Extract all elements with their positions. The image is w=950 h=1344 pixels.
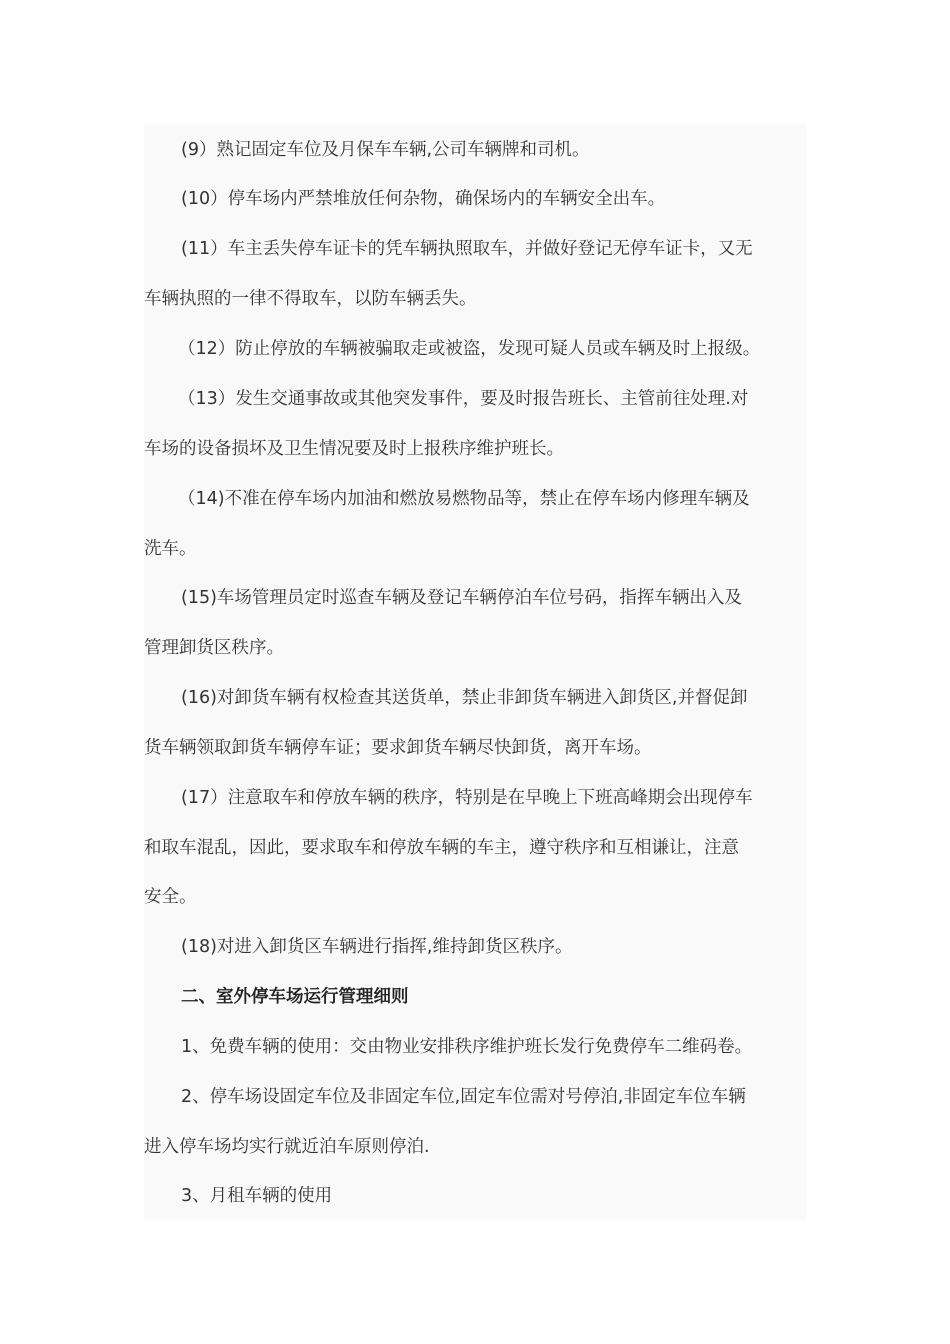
text-line: （13）发生交通事故或其他突发事件，要及时报告班长、主管前往处理.对 [178,389,749,409]
text-line: 安全。 [144,887,197,907]
text-line: 洗车。 [144,539,197,559]
document-content [144,124,806,1220]
text-line: 车场的设备损坏及卫生情况要及时上报秩序维护班长。 [144,439,564,459]
text-line: 2、停车场设固定车位及非固定车位,固定车位需对号停泊,非固定车位车辆 [181,1087,746,1107]
text-line: 1、免费车辆的使用：交由物业安排秩序维护班长发行免费停车二维码卷。 [181,1037,753,1057]
text-line: （12）防止停放的车辆被骗取走或被盗，发现可疑人员或车辆及时上报级。 [178,339,761,359]
text-line: （14)不准在停车场内加油和燃放易燃物品等，禁止在停车场内修理车辆及 [178,489,750,509]
text-line: (18)对进入卸货区车辆进行指挥,维持卸货区秩序。 [181,937,573,957]
text-line: (10）停车场内严禁堆放任何杂物，确保场内的车辆安全出车。 [181,189,666,209]
text-line: (16)对卸货车辆有权检查其送货单，禁止非卸货车辆进入卸货区,并督促卸 [181,688,748,708]
text-line: 和取车混乱，因此，要求取车和停放车辆的车主，遵守秩序和互相谦让，注意 [144,838,739,858]
text-line: 货车辆领取卸货车辆停车证；要求卸货车辆尽快卸货，离开车场。 [144,738,652,758]
text-line: 3、月租车辆的使用 [181,1186,333,1206]
text-line: (15)车场管理员定时巡查车辆及登记车辆停泊车位号码，指挥车辆出入及 [181,588,742,608]
text-line: (9）熟记固定车位及月保车车辆,公司车辆牌和司机。 [181,140,590,160]
text-line: (11）车主丢失停车证卡的凭车辆执照取车，并做好登记无停车证卡，又无 [181,239,753,259]
section-heading: 二、室外停车场运行管理细则 [181,987,409,1007]
text-line: (17）注意取车和停放车辆的秩序，特别是在早晚上下班高峰期会出现停车 [181,788,753,808]
text-line: 管理卸货区秩序。 [144,638,284,658]
text-line: 进入停车场均实行就近泊车原则停泊. [144,1137,430,1157]
text-line: 车辆执照的一律不得取车，以防车辆丢失。 [144,289,477,309]
